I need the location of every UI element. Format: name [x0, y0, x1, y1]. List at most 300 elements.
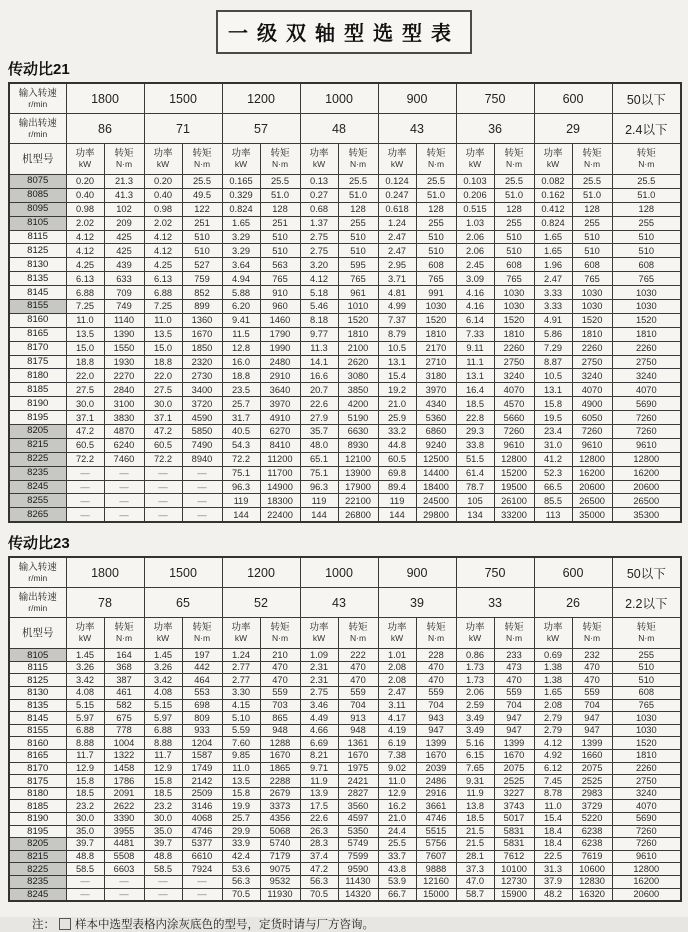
value-cell: 23.5: [222, 383, 260, 397]
value-cell: 3.46: [300, 699, 338, 712]
value-cell: 7260: [612, 425, 681, 439]
value-cell: —: [144, 875, 182, 888]
value-cell: 53.6: [222, 863, 260, 876]
value-cell: 4910: [260, 411, 300, 425]
value-cell: 1004: [104, 737, 144, 750]
value-cell: 6.69: [300, 737, 338, 750]
table-row: [9, 286, 681, 300]
value-cell: 765: [572, 272, 612, 286]
value-cell: 26500: [612, 494, 681, 508]
value-cell: 12500: [416, 452, 456, 466]
output-speed-value: 65: [144, 588, 222, 618]
value-cell: 47.2: [300, 863, 338, 876]
torque-column-header-unit: N·m: [638, 159, 655, 169]
value-cell: 22.0: [144, 369, 182, 383]
value-cell: 704: [494, 699, 534, 712]
value-cell: 2260: [612, 762, 681, 775]
value-cell: 1399: [416, 737, 456, 750]
value-cell: 5.46: [300, 300, 338, 314]
value-cell: 510: [338, 230, 378, 244]
value-cell: 5220: [572, 812, 612, 825]
value-cell: 510: [494, 244, 534, 258]
value-cell: 8410: [260, 438, 300, 452]
value-cell: 0.824: [222, 202, 260, 216]
value-cell: 3.42: [66, 674, 104, 687]
value-cell: 5.15: [66, 699, 104, 712]
value-cell: 30.0: [66, 812, 104, 825]
value-cell: 44.8: [378, 438, 416, 452]
model-cell: 8185: [9, 800, 66, 813]
value-cell: —: [104, 508, 144, 522]
value-cell: 759: [182, 272, 222, 286]
torque-column-header: [494, 618, 534, 649]
value-cell: 8940: [182, 452, 222, 466]
value-cell: 1810: [612, 327, 681, 341]
value-cell: 510: [572, 230, 612, 244]
value-cell: 24.4: [378, 825, 416, 838]
value-cell: 3390: [104, 812, 144, 825]
value-cell: 9590: [338, 863, 378, 876]
value-cell: 470: [338, 661, 378, 674]
value-cell: 12.9: [144, 762, 182, 775]
value-cell: 3.29: [222, 244, 260, 258]
torque-column-header-unit: N·m: [505, 159, 523, 169]
model-cell: 8190: [9, 397, 66, 411]
value-cell: 22.6: [300, 812, 338, 825]
value-cell: 3.26: [144, 661, 182, 674]
value-cell: 3373: [260, 800, 300, 813]
input-speed-value: 900: [378, 83, 456, 114]
value-cell: 765: [612, 272, 681, 286]
input-speed-value: 750: [456, 557, 534, 588]
value-cell: 4746: [182, 825, 222, 838]
value-cell: 15.8: [222, 787, 260, 800]
value-cell: 2.47: [378, 244, 416, 258]
value-cell: 10100: [494, 863, 534, 876]
value-cell: 1587: [182, 750, 222, 763]
value-cell: 3729: [572, 800, 612, 813]
value-cell: 3720: [182, 397, 222, 411]
torque-column-header-unit: N·m: [349, 159, 367, 169]
value-cell: 3.33: [534, 300, 572, 314]
value-cell: 4900: [572, 397, 612, 411]
power-column-header: [534, 144, 572, 175]
value-cell: —: [66, 888, 104, 901]
value-cell: 563: [260, 258, 300, 272]
value-cell: 255: [416, 216, 456, 230]
input-speed-label-text: 输入转速: [18, 561, 57, 573]
value-cell: 23.4: [534, 425, 572, 439]
value-cell: 2620: [338, 355, 378, 369]
value-cell: 1030: [416, 300, 456, 314]
value-cell: 10.5: [534, 369, 572, 383]
model-cell: 8255: [9, 494, 66, 508]
value-cell: 510: [260, 230, 300, 244]
model-cell: 8245: [9, 480, 66, 494]
value-cell: 0.86: [456, 649, 494, 662]
value-cell: 2750: [612, 775, 681, 788]
model-cell: 8235: [9, 466, 66, 480]
value-cell: 255: [494, 216, 534, 230]
value-cell: —: [182, 494, 222, 508]
value-cell: 11930: [260, 888, 300, 901]
model-cell: 8155: [9, 300, 66, 314]
value-cell: 5.59: [222, 724, 260, 737]
value-cell: 2916: [416, 787, 456, 800]
torque-column-header: [338, 618, 378, 649]
input-speed-value: 1000: [300, 83, 378, 114]
value-cell: 470: [416, 661, 456, 674]
value-cell: 16.4: [456, 383, 494, 397]
value-cell: 25.5: [416, 175, 456, 189]
column-header-row: [9, 144, 681, 175]
value-cell: 58.5: [144, 863, 182, 876]
power-column-header: [300, 618, 338, 649]
value-cell: 0.329: [222, 188, 260, 202]
value-cell: 16320: [572, 888, 612, 901]
input-speed-row: [9, 557, 681, 588]
value-cell: 1670: [338, 750, 378, 763]
torque-column-header-unit: N·m: [427, 159, 445, 169]
power-column-header-text: 功率: [387, 148, 407, 159]
torque-column-header: [416, 144, 456, 175]
value-cell: 17900: [338, 480, 378, 494]
value-cell: 26800: [338, 508, 378, 522]
input-speed-row: [9, 83, 681, 114]
value-cell: 2.08: [378, 674, 416, 687]
value-cell: 3743: [494, 800, 534, 813]
value-cell: 16200: [572, 466, 612, 480]
value-cell: —: [144, 888, 182, 901]
value-cell: 1786: [104, 775, 144, 788]
value-cell: 22400: [260, 508, 300, 522]
value-cell: 13.5: [66, 327, 104, 341]
value-cell: 16.2: [378, 800, 416, 813]
value-cell: 943: [416, 712, 456, 725]
value-cell: 2170: [416, 341, 456, 355]
value-cell: 51.5: [456, 452, 494, 466]
value-cell: 5690: [612, 812, 681, 825]
value-cell: 122: [182, 202, 222, 216]
value-cell: 0.247: [378, 188, 416, 202]
power-column-header: [144, 618, 182, 649]
value-cell: 7612: [494, 850, 534, 863]
value-cell: 14.1: [300, 355, 338, 369]
value-cell: 48.2: [534, 888, 572, 901]
value-cell: 2.08: [534, 699, 572, 712]
value-cell: 608: [416, 258, 456, 272]
value-cell: 439: [104, 258, 144, 272]
model-cell: 8085: [9, 188, 66, 202]
value-cell: 6240: [104, 438, 144, 452]
torque-column-header-unit: N·m: [115, 159, 133, 169]
ratio-label-21: 传动比21: [8, 61, 70, 78]
value-cell: 25.9: [378, 411, 416, 425]
value-cell: 1399: [494, 737, 534, 750]
value-cell: 442: [182, 661, 222, 674]
value-cell: 128: [612, 202, 681, 216]
value-cell: 0.69: [534, 649, 572, 662]
model-cell: 8160: [9, 313, 66, 327]
value-cell: 3661: [416, 800, 456, 813]
value-cell: 39.7: [66, 838, 104, 851]
value-cell: 16200: [612, 466, 681, 480]
value-cell: 5508: [104, 850, 144, 863]
table-row: [9, 438, 681, 452]
value-cell: 7260: [494, 425, 534, 439]
output-speed-value: 57: [222, 114, 300, 144]
value-cell: 1865: [260, 762, 300, 775]
table-row: [9, 383, 681, 397]
value-cell: —: [182, 508, 222, 522]
torque-column-header: [416, 618, 456, 649]
model-cell: 8195: [9, 411, 66, 425]
value-cell: 1.38: [534, 674, 572, 687]
value-cell: 4.81: [378, 286, 416, 300]
power-column-header-unit: kW: [234, 159, 248, 169]
value-cell: 7260: [612, 838, 681, 851]
value-cell: 105: [456, 494, 494, 508]
power-column-header: [534, 618, 572, 649]
table-row: [9, 863, 681, 876]
value-cell: 0.20: [66, 175, 104, 189]
value-cell: 4.08: [144, 687, 182, 700]
model-cell: 8235: [9, 875, 66, 888]
output-speed-label-text: 输出转速: [18, 117, 57, 129]
table-row: [9, 341, 681, 355]
value-cell: 164: [104, 649, 144, 662]
value-cell: 37.1: [66, 411, 104, 425]
torque-column-header-unit: N·m: [193, 159, 211, 169]
value-cell: 510: [182, 230, 222, 244]
value-cell: 8.21: [300, 750, 338, 763]
value-cell: 559: [338, 687, 378, 700]
value-cell: 5190: [338, 411, 378, 425]
output-speed-value: 2.2以下: [612, 588, 681, 618]
torque-column-header: [260, 144, 300, 175]
value-cell: 22.5: [534, 850, 572, 863]
value-cell: 3.11: [378, 699, 416, 712]
value-cell: 9240: [416, 438, 456, 452]
value-cell: 23.2: [66, 800, 104, 813]
model-cell: 8225: [9, 452, 66, 466]
value-cell: 1670: [416, 750, 456, 763]
model-cell: 8145: [9, 712, 66, 725]
value-cell: 675: [104, 712, 144, 725]
value-cell: 12830: [572, 875, 612, 888]
table-row: [9, 724, 681, 737]
torque-column-header-unit: N·m: [193, 633, 211, 644]
input-speed-label: [9, 557, 66, 588]
value-cell: 960: [260, 300, 300, 314]
power-column-header-text: 功率: [75, 622, 95, 634]
value-cell: 30.0: [144, 812, 182, 825]
value-cell: 559: [416, 687, 456, 700]
value-cell: 2320: [182, 355, 222, 369]
value-cell: 4.92: [534, 750, 572, 763]
value-cell: —: [66, 480, 104, 494]
value-cell: 85.5: [534, 494, 572, 508]
value-cell: 25.5: [494, 175, 534, 189]
value-cell: 11.7: [144, 750, 182, 763]
value-cell: 3146: [182, 800, 222, 813]
value-cell: 3.30: [222, 687, 260, 700]
value-cell: 19.9: [222, 800, 260, 813]
value-cell: 37.9: [534, 875, 572, 888]
input-speed-label: [9, 83, 66, 114]
value-cell: 1520: [572, 313, 612, 327]
value-cell: 15.0: [144, 341, 182, 355]
value-cell: 9.11: [456, 341, 494, 355]
power-column-header: [300, 144, 338, 175]
value-cell: 0.98: [144, 202, 182, 216]
value-cell: 19.2: [378, 383, 416, 397]
value-cell: 2270: [104, 369, 144, 383]
value-cell: 19500: [494, 480, 534, 494]
value-cell: 233: [494, 649, 534, 662]
value-cell: 5831: [494, 825, 534, 838]
table-row: [9, 175, 681, 189]
value-cell: 28.3: [300, 838, 338, 851]
value-cell: 3955: [104, 825, 144, 838]
value-cell: 23.2: [144, 800, 182, 813]
value-cell: 1.03: [456, 216, 494, 230]
output-speed-value: 71: [144, 114, 222, 144]
value-cell: 22.6: [300, 397, 338, 411]
value-cell: 12800: [572, 452, 612, 466]
value-cell: 37.3: [456, 863, 494, 876]
value-cell: 7.38: [378, 750, 416, 763]
value-cell: 947: [494, 712, 534, 725]
value-cell: 1288: [260, 737, 300, 750]
power-column-header: [456, 144, 494, 175]
model-cell: 8115: [9, 661, 66, 674]
value-cell: 704: [416, 699, 456, 712]
value-cell: 22.0: [66, 369, 104, 383]
output-speed-value: 33: [456, 588, 534, 618]
value-cell: 4.12: [66, 230, 104, 244]
model-cell: 8265: [9, 508, 66, 522]
value-cell: 70.5: [300, 888, 338, 901]
value-cell: 18.5: [456, 397, 494, 411]
torque-column-header-text: 转矩: [636, 622, 656, 634]
value-cell: 4.08: [66, 687, 104, 700]
value-cell: 9888: [416, 863, 456, 876]
value-cell: —: [144, 494, 182, 508]
value-cell: 2075: [572, 762, 612, 775]
gray-swatch-icon: [59, 918, 71, 930]
output-speed-value: 29: [534, 114, 612, 144]
power-column-header-text: 功率: [231, 622, 251, 634]
value-cell: 3240: [612, 787, 681, 800]
value-cell: 2288: [260, 775, 300, 788]
value-cell: 1520: [612, 313, 681, 327]
value-cell: 251: [182, 216, 222, 230]
value-cell: 7.60: [222, 737, 260, 750]
value-cell: 1975: [338, 762, 378, 775]
value-cell: 7.65: [456, 762, 494, 775]
model-cell: 8075: [9, 175, 66, 189]
value-cell: 2750: [612, 355, 681, 369]
value-cell: 6.88: [144, 724, 182, 737]
value-cell: 11.0: [378, 775, 416, 788]
value-cell: 89.4: [378, 480, 416, 494]
input-speed-value: 1200: [222, 83, 300, 114]
value-cell: 72.2: [144, 452, 182, 466]
value-cell: 2.75: [300, 230, 338, 244]
value-cell: 18.8: [222, 369, 260, 383]
value-cell: 5.16: [456, 737, 494, 750]
value-cell: 4.16: [456, 300, 494, 314]
table-row: [9, 712, 681, 725]
value-cell: 48.8: [144, 850, 182, 863]
torque-column-header-unit: N·m: [349, 633, 367, 644]
value-cell: 3850: [338, 383, 378, 397]
value-cell: 113: [534, 508, 572, 522]
value-cell: 54.3: [222, 438, 260, 452]
table-row: [9, 762, 681, 775]
output-speed-label-unit: r/min: [28, 602, 48, 613]
model-cell: 8215: [9, 438, 66, 452]
value-cell: 0.68: [300, 202, 338, 216]
value-cell: 3.09: [456, 272, 494, 286]
value-cell: 17.5: [300, 800, 338, 813]
value-cell: 947: [572, 712, 612, 725]
value-cell: 4070: [612, 800, 681, 813]
torque-column-header: [612, 618, 681, 649]
model-cell: 8135: [9, 272, 66, 286]
model-cell: 8165: [9, 327, 66, 341]
value-cell: 31.3: [534, 863, 572, 876]
power-column-header-unit: kW: [78, 159, 92, 169]
footnote: [32, 916, 680, 932]
value-cell: 2983: [572, 787, 612, 800]
power-column-header-unit: kW: [312, 633, 326, 644]
value-cell: 1790: [260, 327, 300, 341]
value-cell: 4590: [182, 411, 222, 425]
value-cell: 21.3: [104, 175, 144, 189]
value-cell: 2421: [338, 775, 378, 788]
value-cell: 25.5: [572, 175, 612, 189]
value-cell: 18.4: [534, 825, 572, 838]
torque-column-header-unit: N·m: [584, 159, 601, 169]
value-cell: 251: [260, 216, 300, 230]
value-cell: 1.01: [378, 649, 416, 662]
value-cell: 7.25: [66, 300, 104, 314]
model-cell: 8125: [9, 244, 66, 258]
value-cell: 470: [494, 674, 534, 687]
value-cell: —: [182, 480, 222, 494]
value-cell: 9610: [612, 438, 681, 452]
value-cell: 5756: [416, 838, 456, 851]
value-cell: 2.95: [378, 258, 416, 272]
value-cell: 119: [222, 494, 260, 508]
value-cell: 4340: [416, 397, 456, 411]
value-cell: 7599: [338, 850, 378, 863]
value-cell: 11.7: [66, 750, 104, 763]
output-speed-value: 36: [456, 114, 534, 144]
value-cell: 4.25: [144, 258, 182, 272]
value-cell: 1030: [572, 286, 612, 300]
value-cell: 0.082: [534, 175, 572, 189]
value-cell: 24500: [416, 494, 456, 508]
value-cell: 4200: [338, 397, 378, 411]
value-cell: —: [66, 508, 104, 522]
value-cell: 128: [260, 202, 300, 216]
power-column-header: [378, 144, 416, 175]
value-cell: 144: [300, 508, 338, 522]
selection-table-ratio23: [8, 556, 682, 902]
